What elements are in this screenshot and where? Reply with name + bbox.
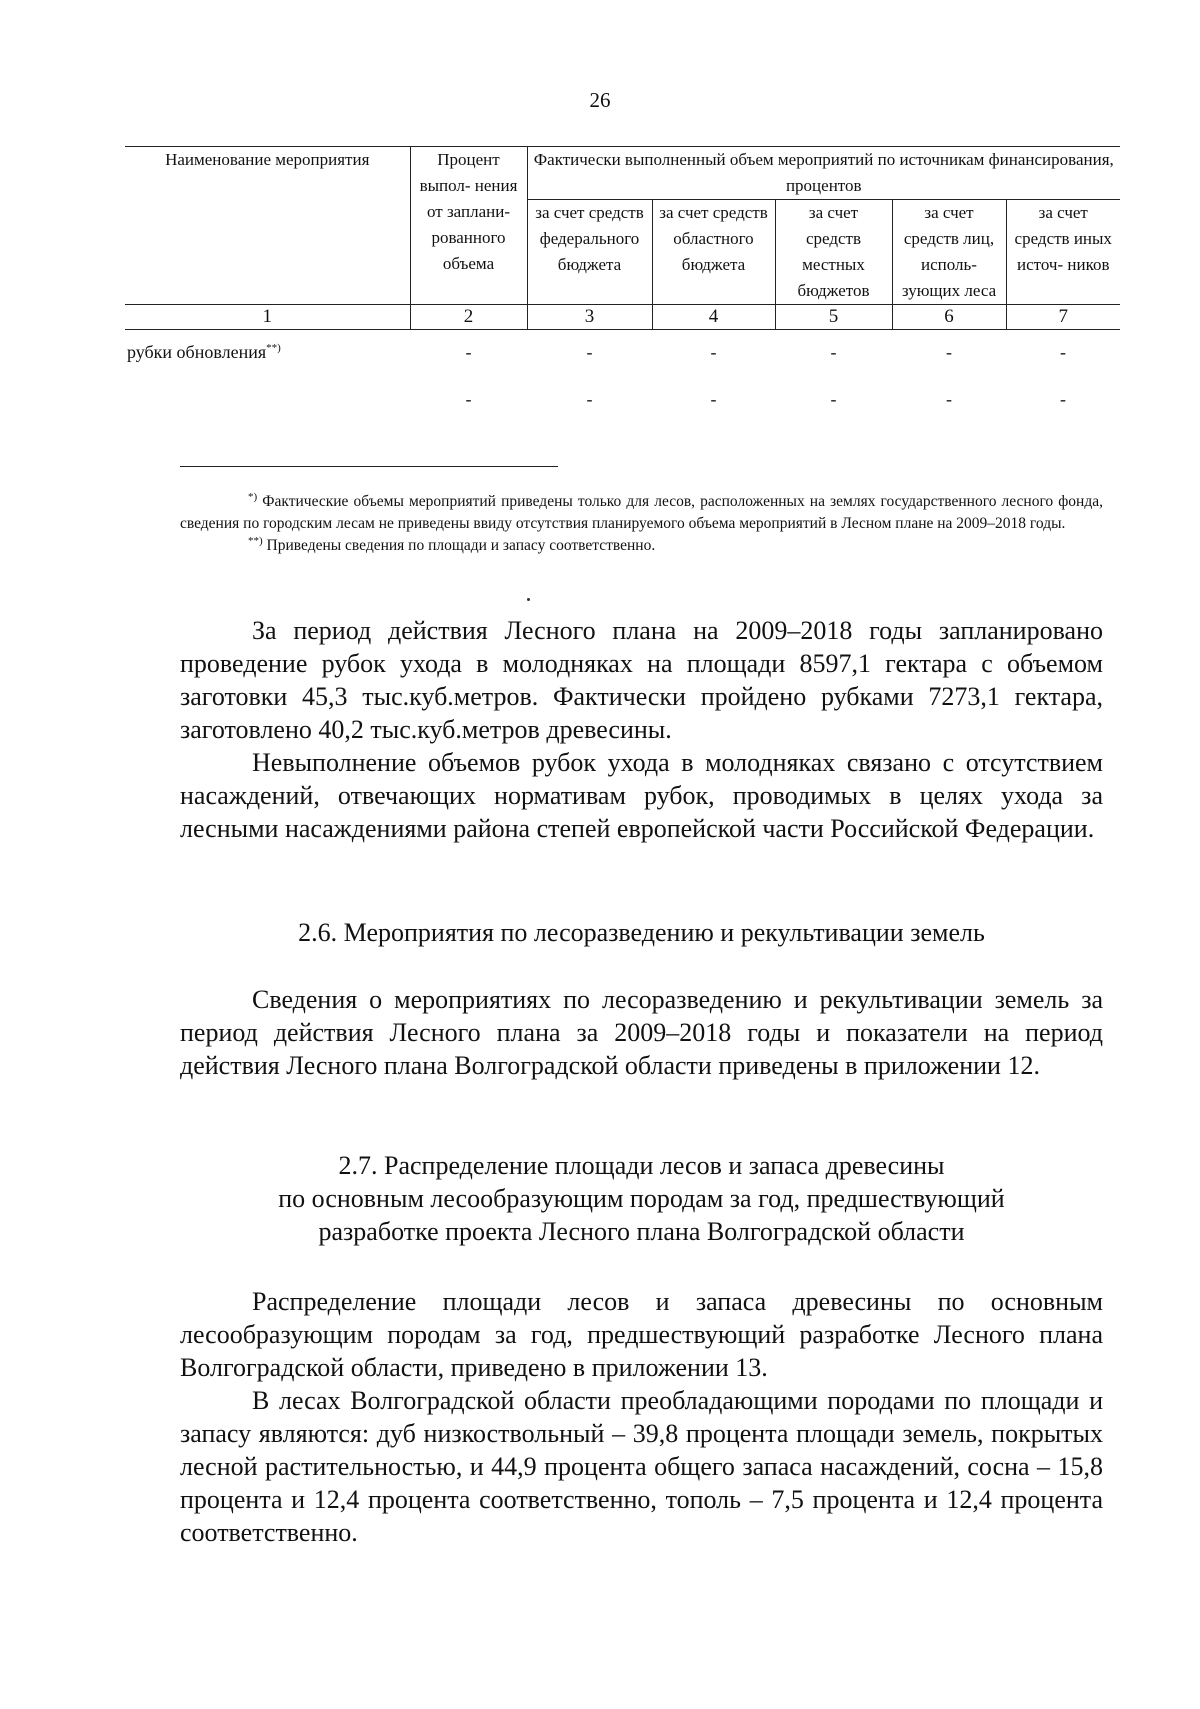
row-label xyxy=(125,374,410,424)
speck-mark xyxy=(527,598,530,601)
table-cell: - xyxy=(1060,342,1066,362)
footnote-mark: **) xyxy=(248,534,263,547)
header-activity-name: Наименование мероприятия xyxy=(125,147,410,305)
table-cell: - xyxy=(465,389,472,409)
table-cell: - xyxy=(1060,389,1066,409)
table-cell: - xyxy=(586,342,593,362)
footnote-mark: **) xyxy=(266,342,281,354)
table-row xyxy=(125,374,1120,424)
column-number: 5 xyxy=(775,305,892,330)
table-cell: - xyxy=(465,342,472,362)
header-local-budgets: за счет средств местных бюджетов xyxy=(775,200,892,305)
afforestation-section xyxy=(180,983,1103,1082)
heading-line: разработке проекта Лесного плана Волгоградской области xyxy=(318,1217,965,1246)
footnote: **) Приведены сведения по площади и запасу соответственно. xyxy=(248,534,656,554)
column-number: 2 xyxy=(410,305,527,330)
table-cell: - xyxy=(946,342,952,362)
footnote-separator xyxy=(180,466,558,467)
table-cell: - xyxy=(586,389,593,409)
table-cell: - xyxy=(830,389,837,409)
paragraph: Сведения о мероприятиях по лесоразведению и рекультивации земель за период действия Лесного плана за 2009–2018 годы и показатели на период действия Лесного плана Волгоградской области приведены в приложении 12. xyxy=(180,985,1103,1080)
species-distribution-section xyxy=(180,1285,1103,1549)
table-cell: - xyxy=(710,342,717,362)
column-number: 1 xyxy=(125,305,410,330)
section-heading-2-7 xyxy=(180,1149,1103,1248)
column-numbers-row xyxy=(125,305,1120,330)
thinning-section xyxy=(180,614,1103,845)
heading-line: по основным лесообразующим породам за год, предшествующий xyxy=(278,1184,1005,1213)
header-federal-budget: за счет средств федерального бюджета xyxy=(527,200,652,305)
row-label: рубки обновления**) xyxy=(127,342,281,362)
header-forest-users: за счет средств лиц, исполь- зующих леса xyxy=(892,200,1006,305)
paragraph: Распределение площади лесов и запаса древесины по основным лесообразующим породам за год, предшествующий разработке Лесного плана Волгоградской области, приведено в приложении 13. xyxy=(180,1287,1103,1382)
table-cell: - xyxy=(830,342,837,362)
column-number: 7 xyxy=(1006,305,1120,330)
table-header-row xyxy=(125,147,1120,200)
column-number: 6 xyxy=(892,305,1006,330)
paragraph: Невыполнение объемов рубок ухода в молодняках связано с отсутствием насаждений, отвечающих нормативам рубок, проводимых в целях ухода за лесными насаждениями района степей европейской части Российской Федерации. xyxy=(180,748,1103,843)
table-cell: - xyxy=(710,389,717,409)
activities-table xyxy=(125,146,1120,424)
paragraph: В лесах Волгоградской области преобладающими породами по площади и запасу являются: дуб низкоствольный – 39,8 процента площади земель, покрытых лесной растительностью, и 44,9 процента общего запаса насаждений, сосна – 15,8 процента и 12,4 процента соответственно, тополь – 7,5 процента и 12,4 процента соответственно. xyxy=(180,1386,1103,1547)
column-number: 4 xyxy=(652,305,775,330)
section-heading-2-6: 2.6. Мероприятия по лесоразведению и рекультивации земель xyxy=(298,918,985,947)
column-number: 3 xyxy=(527,305,652,330)
page-number: 26 xyxy=(589,88,611,112)
header-other-sources: за счет средств иных источ- ников xyxy=(1014,203,1112,274)
footnotes xyxy=(180,491,1103,557)
table-row xyxy=(125,330,1120,375)
footnote-mark: *) xyxy=(248,490,258,503)
footnote: *) Фактические объемы мероприятий приведены только для лесов, расположенных на землях государственного лесного фонда, сведения по городским лесам не приведены ввиду отсутствия планируемого объема мероприятий в Лесном плане на 2009–2018 годы. xyxy=(180,490,1103,532)
header-financing-sources: Фактически выполненный объем мероприятий по источникам финансирования, процентов xyxy=(527,147,1120,200)
header-percent-completed: Процент выпол- нения от заплани- рованного объема xyxy=(410,147,527,305)
paragraph: За период действия Лесного плана на 2009–2018 годы запланировано проведение рубок ухода в молодняках на площади 8597,1 гектара с объемом заготовки 45,3 тыс.куб.метров. Фактически пройдено рубками 7273,1 гектара, заготовлено 40,2 тыс.куб.метров древесины. xyxy=(180,616,1103,744)
header-regional-budget: за счет средств областного бюджета xyxy=(652,200,775,305)
heading-line: 2.7. Распределение площади лесов и запаса древесины xyxy=(338,1151,945,1180)
table-cell: - xyxy=(946,389,952,409)
